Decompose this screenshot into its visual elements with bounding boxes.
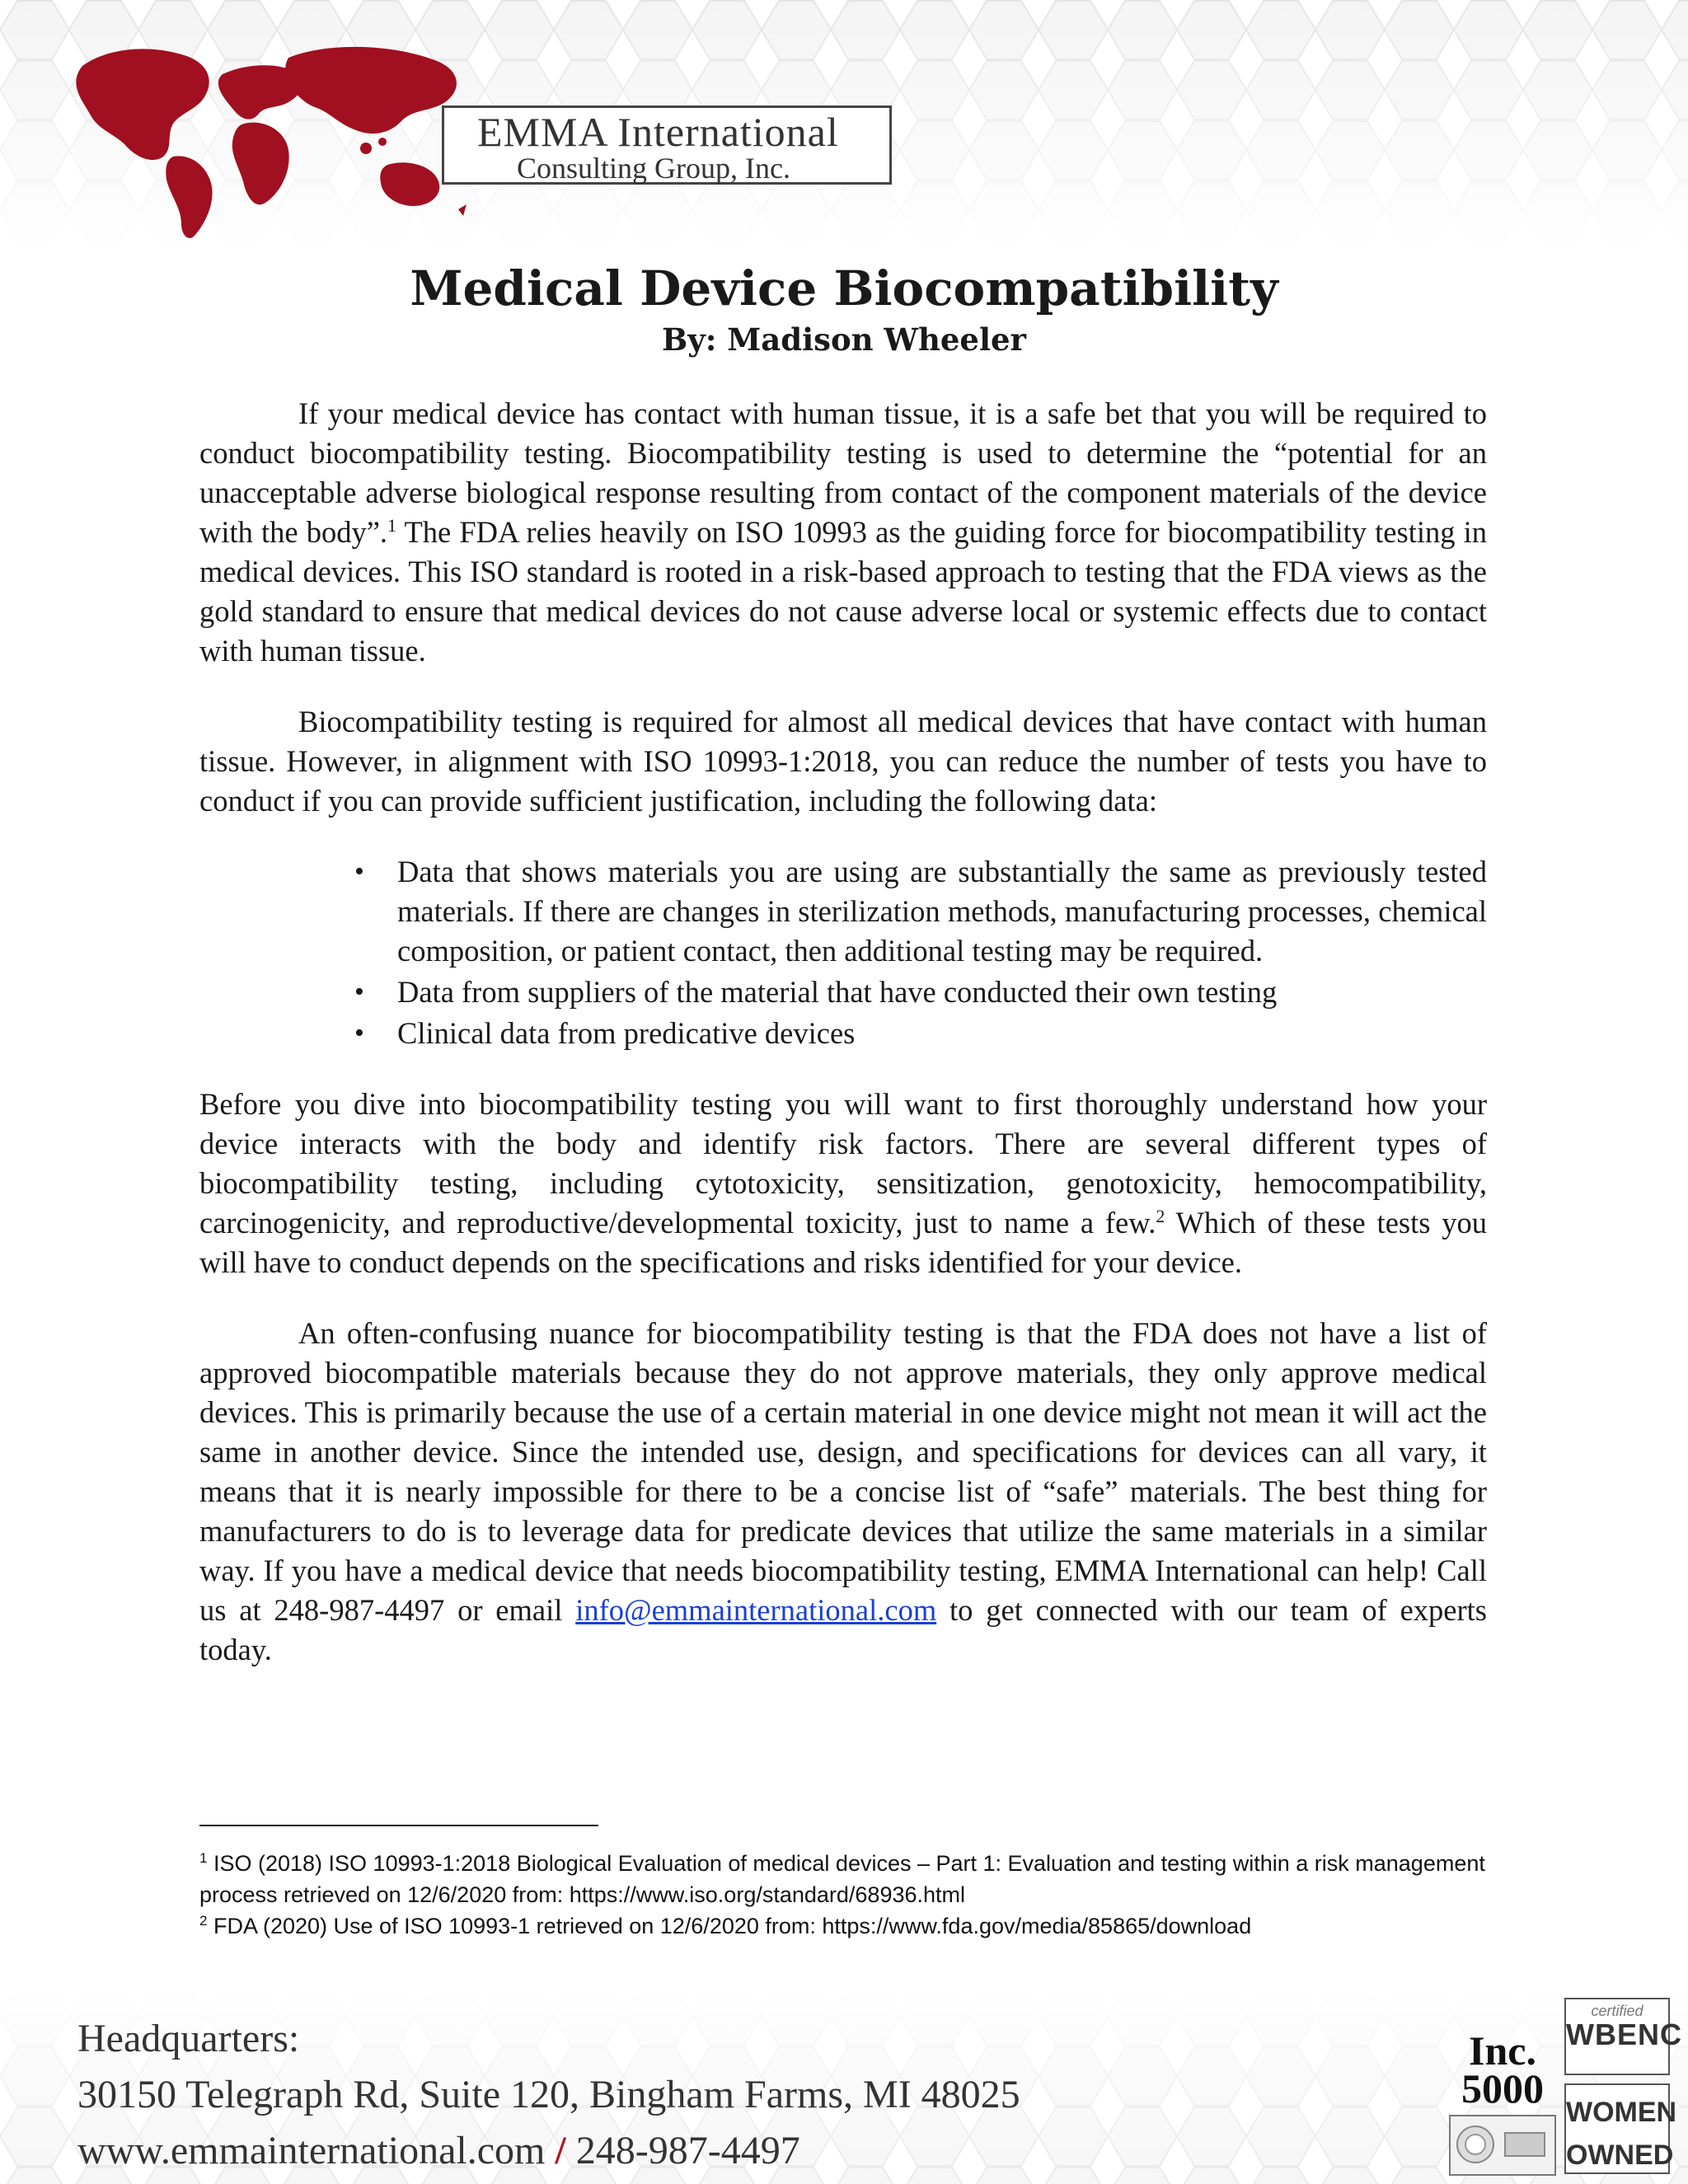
paragraph-1: If your medical device has contact with human tissue, it is a safe bet that you will be required to conduct biocompatibility testing. Biocompatibility testing is used to determine the “potential for an unacceptable adverse biological response resulting from contact of the component materials of the device with the body”.$^1$ The FDA relies heavily on ISO 10993 as the guiding force for biocompatibility testing in medical devices. This ISO standard is rooted in a risk-based approach to testing that the FDA views as the gold standard to ensure that medical devices do not cause adverse local or systemic effects due to contact with human tissue. [199, 396, 1487, 668]
paragraph-2: Biocompatibility testing is required for almost all medical devices that have contact with human tissue. However, in alignment with ISO 10993-1:2018, you can reduce the number of tests you have to conduct if you can provide sufficient justification, including the following data: [199, 705, 1487, 818]
hq-label: Headquarters: [77, 2017, 300, 2060]
company-logo-box [442, 105, 892, 185]
paragraph-3: Before you dive into biocompatibility testing you will want to first thoroughly understand how your device interacts with the body and identify risk factors. There are several different types of biocompatibility testing, including cytotoxicity, sensitization, genotoxicity, hemocompatibility, carcinogenicity, and reproductive/developmental toxicity, just to name a few.$^2$ Which of these tests you will have to conduct depends on the specifications and risks identified for your device. [199, 1087, 1487, 1279]
website-link[interactable]: www.emmainternational.com [77, 2129, 546, 2172]
list-item: • Clinical data from predicative devices [397, 1014, 1487, 1053]
women-owned-badge: WOMEN OWNED [1564, 2083, 1670, 2174]
list-item: • Data from suppliers of the material that have conducted their own testing [397, 972, 1487, 1012]
footer-headquarters [77, 2011, 1020, 2179]
footnote-2: $^2$ FDA (2020) Use of ISO 10993-1 retrieved on 12/6/2020 from: https://www.fda.gov/media/85865/download [199, 1913, 1252, 1938]
phone-number: 248-987-4497 [575, 2129, 800, 2172]
footnote-ref-1: 1 [387, 514, 397, 536]
list-item: • Data that shows materials you are using are substantially the same as previously tested materials. If there are changes in sterilization methods, manufacturing processes, chemical composition, or patient contact, then additional testing may be required. [397, 852, 1487, 971]
paragraph-4: An often-confusing nuance for biocompatibility testing is that the FDA does not have a list of approved biocompatible materials because they do not approve materials, they only approve medical devices. This is primarily because the use of a certain material in one device might not mean it will act the same in another device. Since the intended use, design, and specifications for devices can all vary, it means that it is nearly impossible for there to be a concise list of “safe” materials. The best thing for manufacturers to do is to leverage data for predicate devices that utilize the same materials in a similar way. If you have a medical device that needs biocompatibility testing, EMMA International can help! Call us at 248-987-4497 or email info@emmainternational.com to get connected with our team of experts today. [199, 1316, 1487, 1666]
world-map-logo [49, 33, 478, 247]
email-link[interactable]: info@emmainternational.com [575, 1593, 937, 1627]
article-body [199, 394, 1487, 1701]
company-subtitle: Consulting Group, Inc. [517, 152, 790, 185]
bullet-list [199, 852, 1487, 1053]
hq-contact: www.emmainternational.com / 248-987-4497 [77, 2129, 800, 2172]
footnote-divider [199, 1825, 598, 1826]
inc-5000-badge: Inc. 5000 [1461, 2027, 1544, 2111]
footnote-1: $^1$ ISO (2018) ISO 10993-1:2018 Biological Evaluation of medical devices – Part 1: Evaluation and testing within a risk management process retrieved on 12/6/2020 from: https://www.iso.org/standard/68936.html [199, 1850, 1485, 1907]
article-byline: By: Madison Wheeler [661, 321, 1027, 358]
article-title: Medical Device Biocompatibility [410, 260, 1278, 316]
certification-seal-icon [1449, 2115, 1556, 2176]
company-name: EMMA International [477, 109, 839, 155]
hq-address: 30150 Telegraph Rd, Suite 120, Bingham Farms, MI 48025 [77, 2073, 1020, 2116]
wbenc-badge: certified WBENC [1564, 1998, 1670, 2075]
footnotes [199, 1848, 1502, 1942]
footnote-ref-2: 2 [1156, 1205, 1165, 1226]
